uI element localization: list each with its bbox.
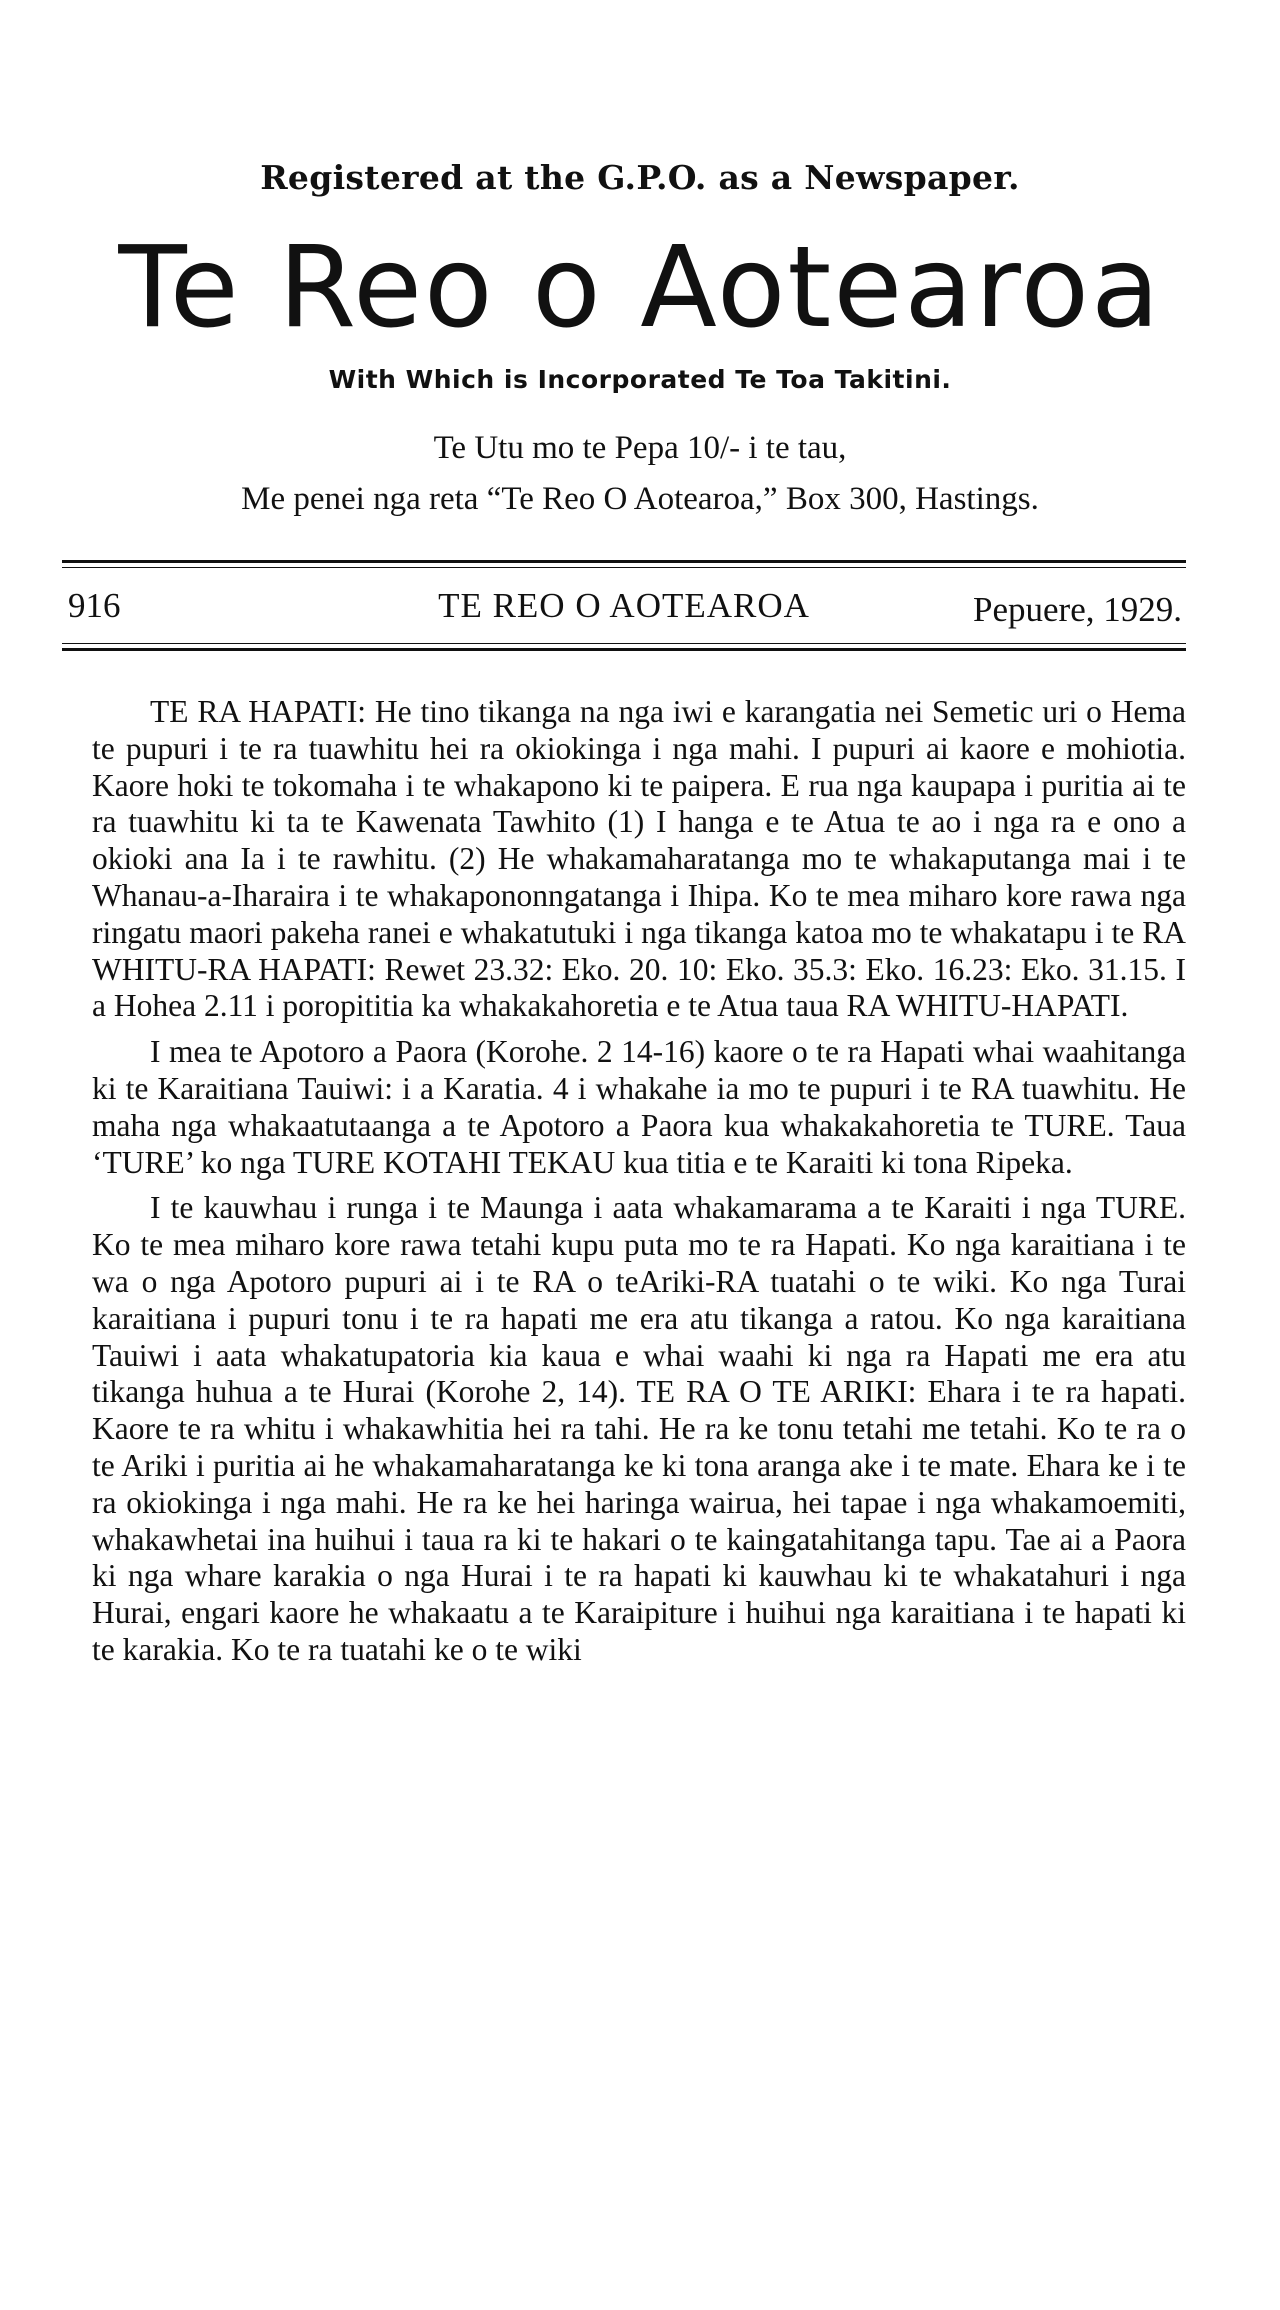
masthead-title: Te Reo o Aotearoa	[118, 223, 1162, 353]
article-paragraph-1: TE RA HAPATI: He tino tikanga na nga iwi e karangatia nei Semetic uri o Hema te pupuri i te ra tuawhitu hei ra okiokinga i nga mahi. I pupuri ai kaore e mohiotia. Kaore hoki te tokomaha i te whakapono ki te paipera. E rua nga kaupapa i puritia ai te ra tuawhitu ki ta te Kawenata Tawhito (1) I hanga e te Atua te ao i nga ra e ono a okioki ana Ia i te rawhitu. (2) He whakamaharatanga mo te whakaputanga mai i te Whanau-a-Iharaira i te whakapononngatanga i Ihipa. Ko te mea miharo kore rawa nga ringatu maori pakeha ranei e whakatutuki i nga tikanga katoa mo te whakatapu i te RA WHITU-RA HAPATI: Rewet 23.32: Eko. 20. 10: Eko. 35.3: Eko. 16.23: Eko. 31.15. I a Hohea 2.11 i poropititia ka whakakahoretia e te Atua taua RA WHITU-HAPATI.	[92, 694, 1186, 1024]
article-paragraph-3: I te kauwhau i runga i te Maunga i aata whakamarama a te Karaiti i nga TURE. Ko te mea miharo kore rawa tetahi kupu puta mo te ra Hapati. Ko nga karaitiana i te wa o nga Apotoro pupuri ai i te RA o teAriki-RA tuatahi o te wiki. Ko nga Turai karaitiana i pupuri tonu i te ra hapati me era atu tikanga a ratou. Ko nga karaitiana Tauiwi i aata whakatupatoria kia kaua e whai waahi ki nga ra Hapati me era atu tikanga huhua a te Hurai (Korohe 2, 14). TE RA O TE ARIKI: Ehara i te ra hapati. Kaore te ra whitu i whakawhitia hei ra tahi. He ra ke tonu tetahi me tetahi. Ko te ra o te Ariki i puritia ai he whakamaharatanga ke ki tona aranga ake i te mate. Ehara ke i te ra okiokinga i nga mahi. He ra ke hei haringa wairua, hei tapae i nga whakamoemiti, whakawhetai ina huihui i taua ra ki te hakari o te kaingatahitanga tapu. Tae ai a Paora ki nga whare karakia o nga Hurai i te ra hapati ki kauwhau ki te whakatahuri i nga Hurai, engari kaore he whakaatu a te Karaipiture i huihui nga karaitiana i te hapati ki te karakia. Ko te ra tuatahi ke o te wiki	[92, 1190, 1186, 1667]
article-paragraph-2: I mea te Apotoro a Paora (Korohe. 2 14-16) kaore o te ra Hapati whai waahitanga ki te Karaitiana Tauiwi: i a Karatia. 4 i whakahe ia mo te pupuri i te RA tuawhitu. He maha nga whakaatutaanga a te Apotoro a Paora kua whakakahoretia te TURE. Taua ‘TURE’ ko nga TURE KOTAHI TEKAU kua titia e te Karaiti ki tona Ripeka.	[92, 1034, 1186, 1180]
running-title: TE REO O AOTEAROA	[438, 586, 810, 625]
page-number: 916	[68, 586, 121, 625]
subscription-price: Te Utu mo te Pepa 10/- i te tau,	[433, 430, 847, 466]
incorporated-subtitle: With Which is Incorporated Te Toa Takitini.	[328, 365, 952, 394]
registration-notice: Registered at the G.P.O. as a Newspaper.	[260, 158, 1020, 197]
article-body	[92, 694, 1186, 1678]
top-rule-thick	[62, 560, 1186, 563]
issue-date: Pepuere, 1929.	[973, 590, 1182, 629]
top-rule-thin	[62, 567, 1186, 568]
running-head	[62, 586, 1186, 630]
postal-address: Me penei nga reta “Te Reo O Aotearoa,” Box 300, Hastings.	[241, 481, 1039, 517]
bottom-rule-thin	[62, 643, 1186, 644]
bottom-rule-thick	[62, 648, 1186, 651]
